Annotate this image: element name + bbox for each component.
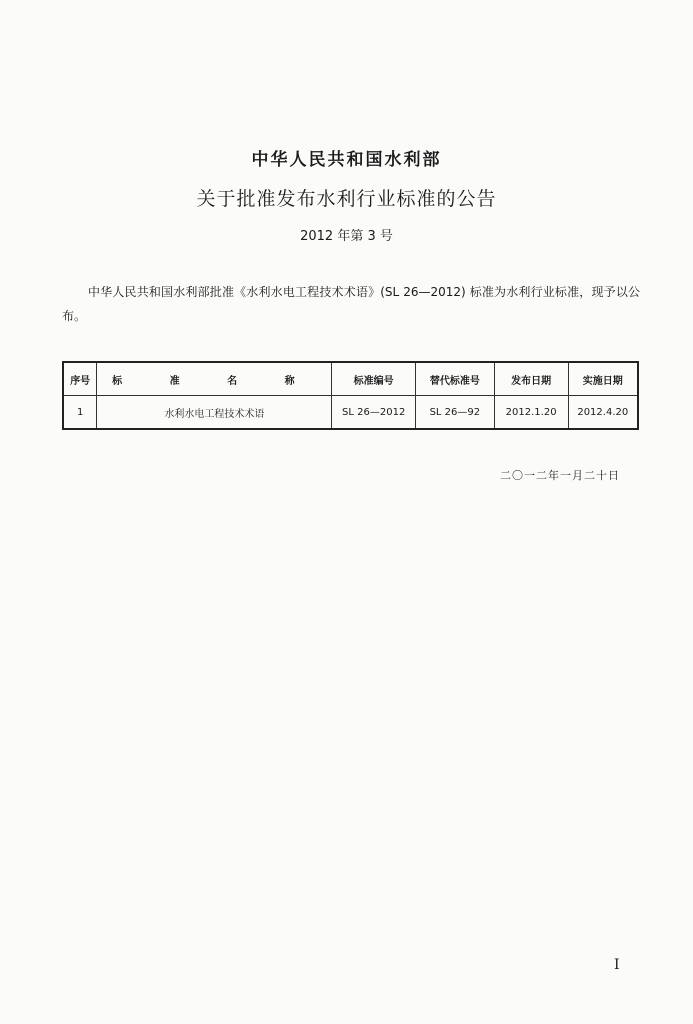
header-replaced: 替代标准号 bbox=[416, 362, 495, 396]
table-row bbox=[63, 396, 638, 430]
cell-published: 2012.1.20 bbox=[494, 396, 568, 430]
header-published: 发布日期 bbox=[494, 362, 568, 396]
header-name: 标 准 名 称 bbox=[97, 362, 332, 396]
page-number: I bbox=[614, 957, 620, 973]
document-number: 2012 年第 3 号 bbox=[300, 229, 393, 244]
notice-body: 中华人民共和国水利部批准《水利水电工程技术术语》(SL 26—2012) 标准为水利行业标准，现予以公布。 bbox=[62, 285, 640, 323]
header-code: 标准编号 bbox=[332, 362, 416, 396]
cell-index: 1 bbox=[63, 396, 97, 430]
cell-name: 水利水电工程技术术语 bbox=[97, 396, 332, 430]
cell-code: SL 26—2012 bbox=[332, 396, 416, 430]
issuing-authority: 中华人民共和国水利部 bbox=[251, 150, 442, 170]
header-index: 序号 bbox=[63, 362, 97, 396]
standards-table bbox=[62, 361, 639, 430]
notice-title: 关于批准发布水利行业标准的公告 bbox=[196, 188, 497, 210]
table-header-row bbox=[63, 362, 638, 396]
cell-effective: 2012.4.20 bbox=[568, 396, 638, 430]
notice-date: 二〇一二年一月二十日 bbox=[500, 469, 620, 482]
cell-replaced: SL 26—92 bbox=[416, 396, 495, 430]
header-effective: 实施日期 bbox=[568, 362, 638, 396]
